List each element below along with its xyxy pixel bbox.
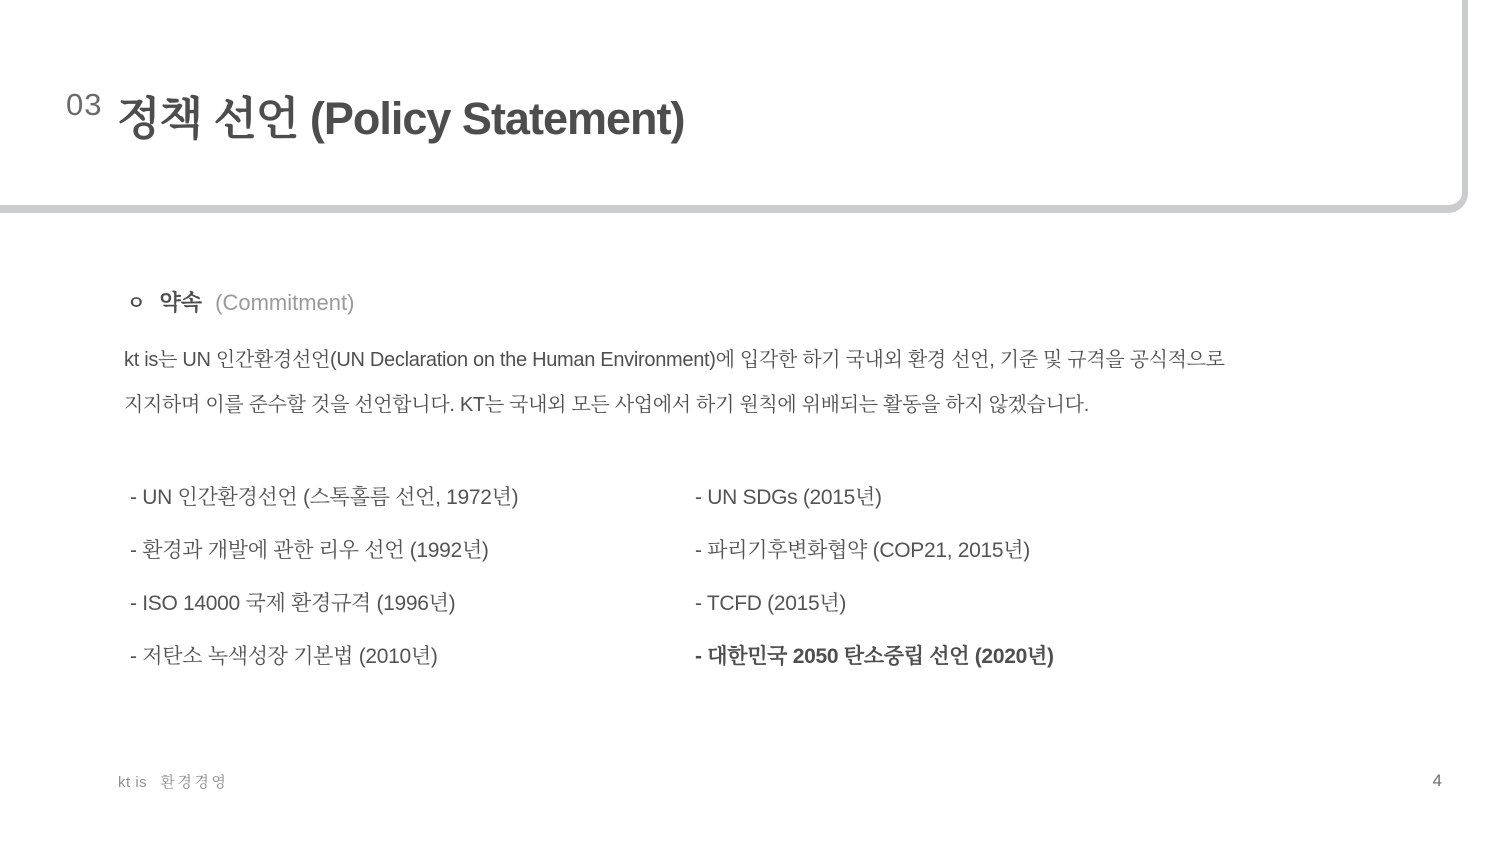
list-item: - 환경과 개발에 관한 리우 선언 (1992년) (130, 539, 489, 562)
commitment-line-1: kt is는 UN 인간환경선언(UN Declaration on the Human Environment)에 입각한 하기 국내외 환경 선언, 기준 및 규격을 공식적으로 (124, 349, 1225, 371)
commitment-paragraph (124, 338, 1434, 428)
commitment-list-right (695, 486, 1295, 698)
list-item: - 대한민국 2050 탄소중립 선언 (2020년) (695, 645, 1054, 668)
page-number: 4 (1432, 771, 1442, 790)
list-item: - 파리기후변화협약 (COP21, 2015년) (695, 539, 1030, 562)
commitment-list-left (130, 486, 690, 698)
list-item: - UN SDGs (2015년) (695, 486, 882, 509)
section-title: 약속 (159, 290, 202, 315)
slide-header (0, 0, 1500, 205)
section-subtitle: (Commitment) (215, 290, 355, 315)
list-item: - UN 인간환경선언 (스톡홀름 선언, 1972년) (130, 486, 519, 509)
list-item: - ISO 14000 국제 환경규격 (1996년) (130, 592, 456, 615)
commitment-line-2: 지지하며 이를 준수할 것을 선언합니다. KT는 국내외 모든 사업에서 하기 원칙에 위배되는 활동을 하지 않겠습니다. (124, 394, 1089, 416)
section-heading (127, 286, 354, 317)
list-item: - TCFD (2015년) (695, 592, 847, 615)
footer-brand (118, 771, 228, 792)
page-title: 정책 선언 (Policy Statement) (117, 93, 685, 144)
footer-label: 환경경영 (160, 774, 229, 791)
list-item: - 저탄소 녹색성장 기본법 (2010년) (130, 645, 438, 668)
kt-logo-text: kt is (118, 774, 148, 791)
slide-number: 03 (66, 87, 103, 122)
circle-bullet-icon: ㅇ (127, 293, 146, 314)
